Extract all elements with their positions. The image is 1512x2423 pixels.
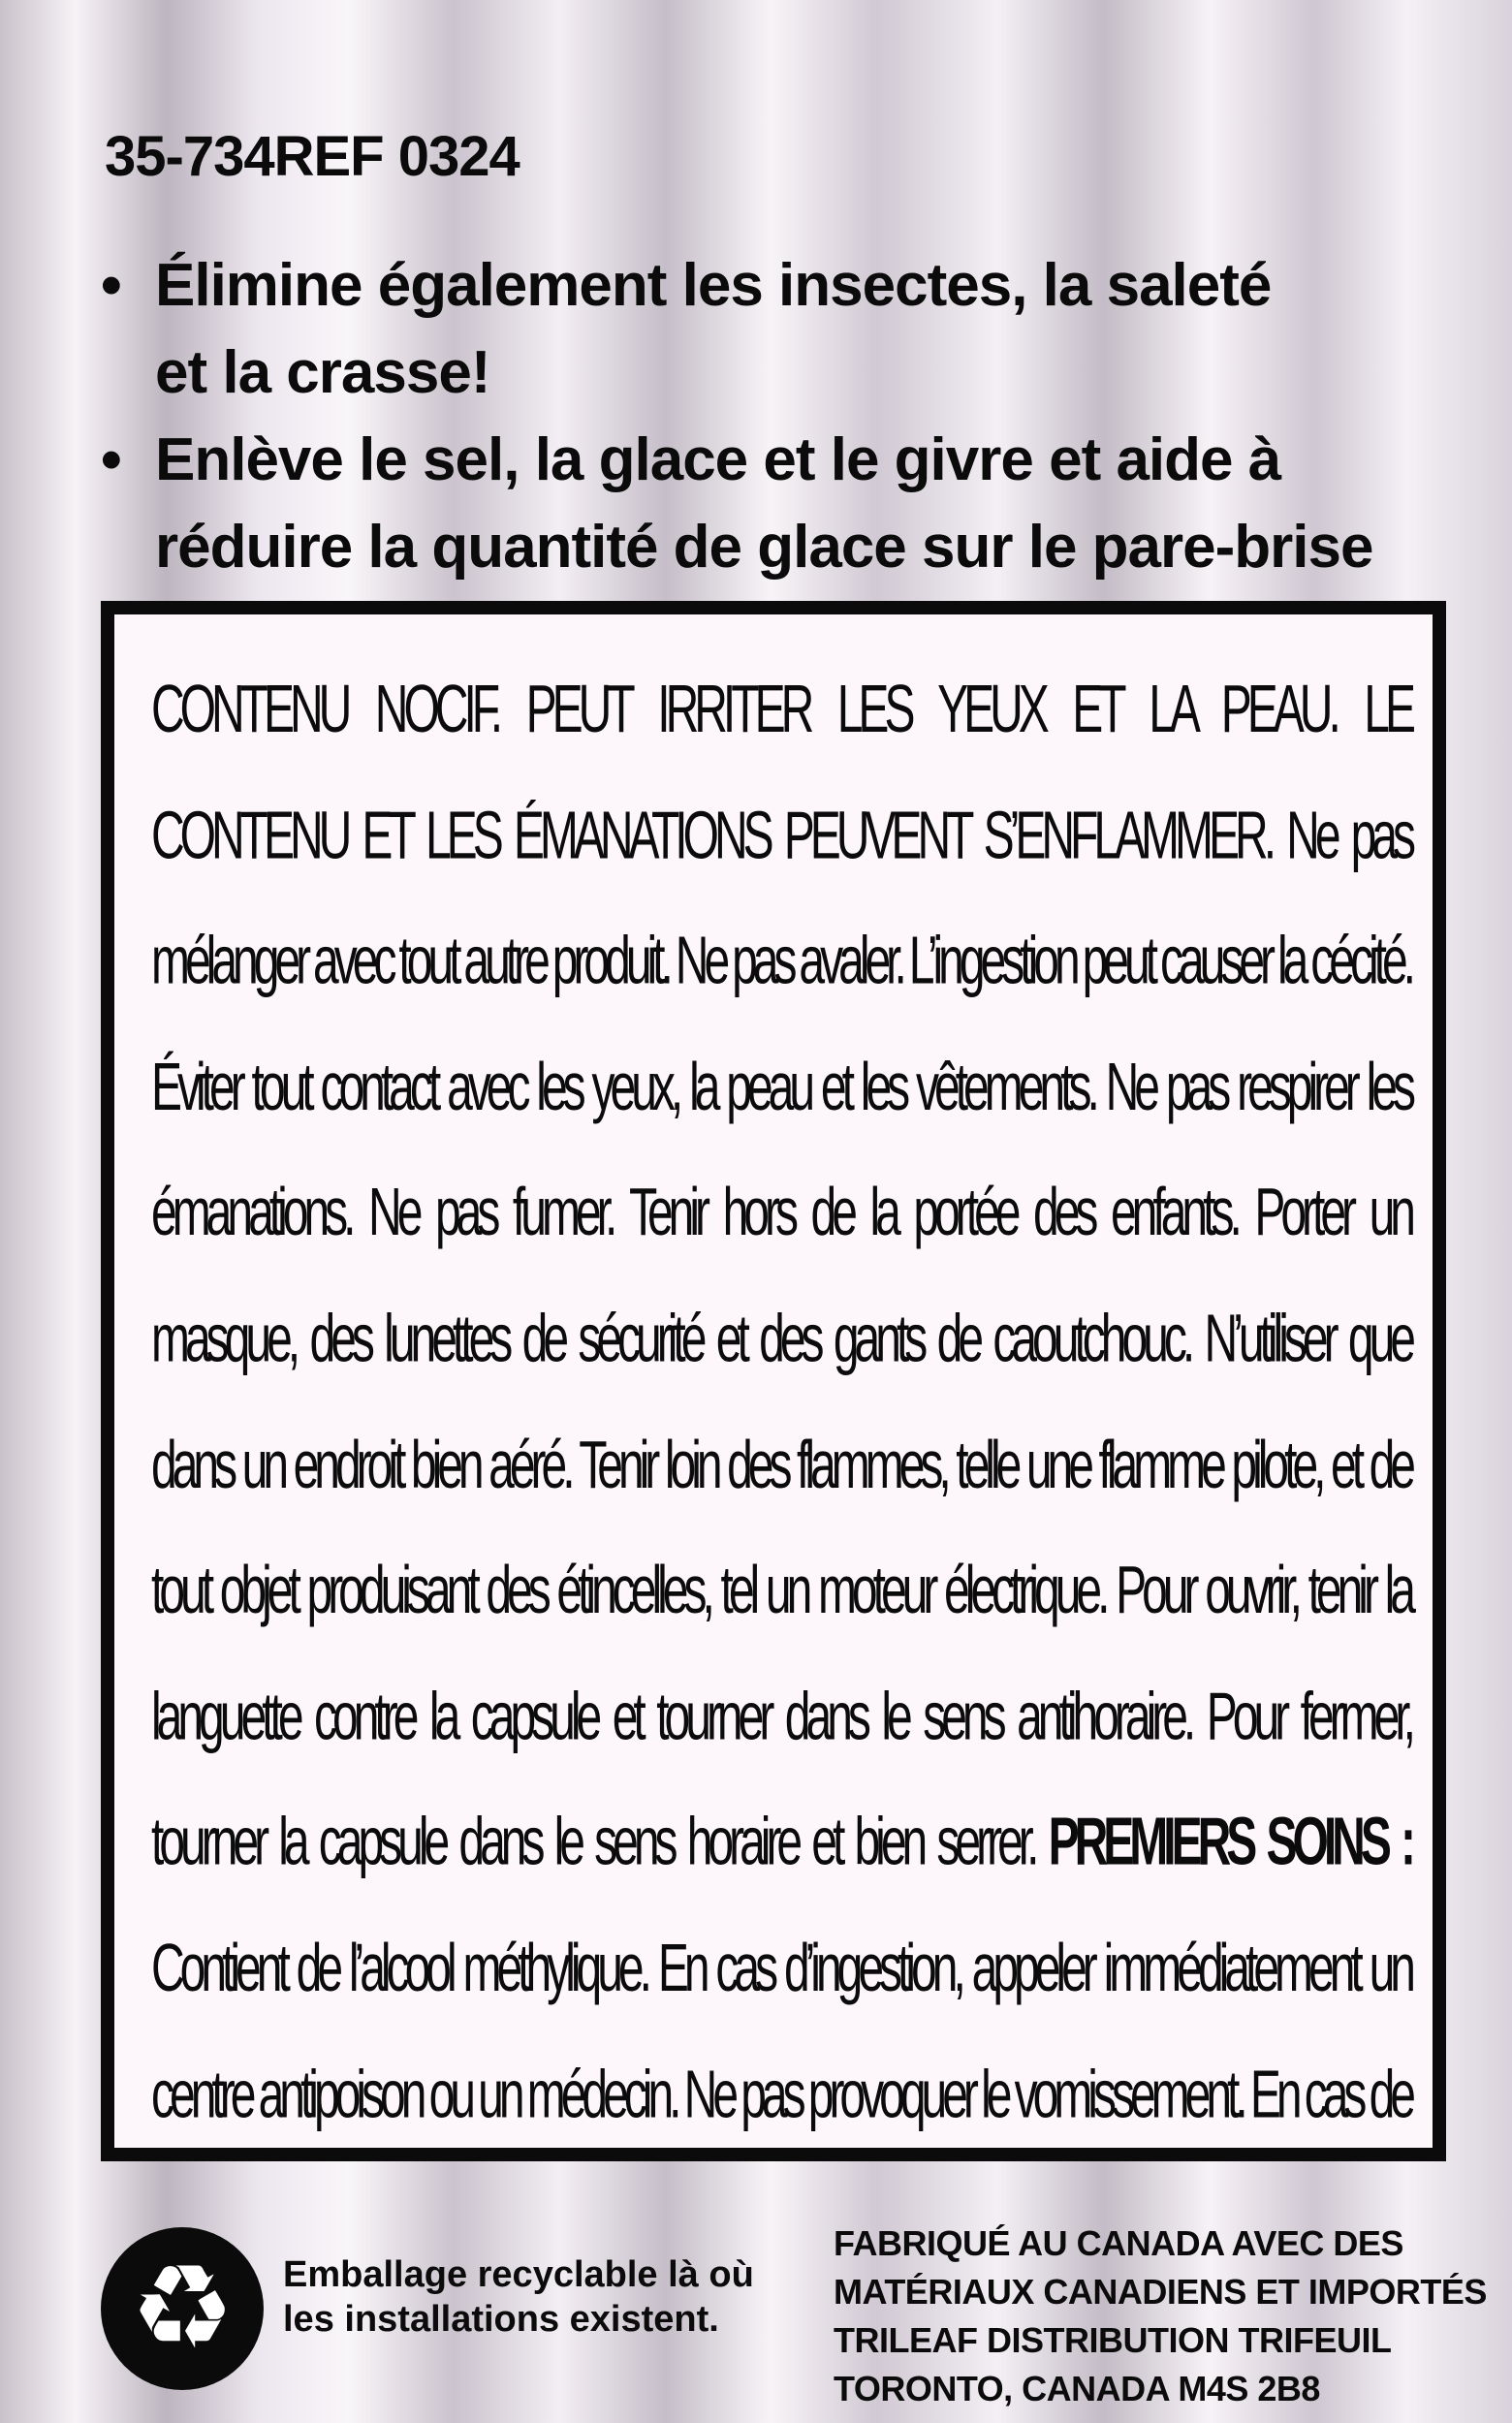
bullet-icon: • bbox=[101, 252, 121, 319]
feature-line: Enlève le sel, la glace et le givre et aide à bbox=[155, 426, 1281, 493]
feature-item bbox=[101, 417, 1458, 591]
feature-line: réduire la quantité de glace sur le pare-brise bbox=[155, 514, 1373, 581]
feature-list bbox=[101, 242, 1458, 591]
recycle-icon: ♻ bbox=[101, 2227, 264, 2390]
product-code: 35-734REF 0324 bbox=[105, 125, 520, 188]
origin-line: FABRIQUÉ AU CANADA AVEC DES bbox=[834, 2223, 1403, 2263]
recycle-line: les installations existent. bbox=[283, 2299, 719, 2340]
feature-text bbox=[155, 417, 1372, 591]
feature-text bbox=[155, 242, 1271, 417]
feature-line: Élimine également les insectes, la saleté bbox=[155, 252, 1272, 319]
distributor-address: TORONTO, CANADA M4S 2B8 bbox=[834, 2369, 1320, 2408]
precautions-text: Ne pas mélanger avec tout autre produit. Ne pas avaler. L’ingestion peut causer la cécité. Éviter tout contact avec les yeux, la peau et les vêtements. Ne pas respirer les émanations. Ne pas fumer. Tenir hors de la portée des enfants. Porter un masque, des lunettes de sécurité et des gants de caoutchouc. N’utiliser que dans un endroit bien aéré. Tenir loin des flammes, telle une flamme pilote, et de tout objet produisant des étincelles, tel un moteur électrique. Pour ouvrir, tenir la languette contre la capsule et tourner dans le sens antihoraire. Pour fermer, tourner la capsule dans le sens horaire et bien serrer. bbox=[151, 799, 1412, 1881]
first-aid-label: PREMIERS SOINS : bbox=[1048, 1806, 1411, 1881]
warning-box bbox=[101, 601, 1446, 2161]
distributor-name: TRILEAF DISTRIBUTION TRIFEUIL bbox=[834, 2320, 1392, 2360]
hazard-statement: CONTENU NOCIF. PEUT IRRITER LES YEUX ET LA PEAU. LE CONTENU ET LES ÉMANATIONS PEUVENT S’ENFLAMMER. bbox=[151, 673, 1411, 873]
origin-line: MATÉRIAUX CANADIENS ET IMPORTÉS bbox=[834, 2272, 1487, 2312]
label-footer bbox=[0, 2210, 1512, 2423]
feature-line: et la crasse! bbox=[155, 339, 490, 406]
feature-item bbox=[101, 242, 1458, 417]
manufacturer-info bbox=[834, 2219, 1487, 2413]
warning-text bbox=[151, 647, 1411, 2161]
recycle-note bbox=[283, 2252, 754, 2342]
first-aid-text: Contient de l’alcool méthylique. En cas d’ingestion, appeler immédiatement un centre antipoison ou un médecin. Ne pas provoquer le vomissement. En cas de bbox=[151, 1932, 1411, 2132]
bullet-icon: • bbox=[101, 426, 121, 493]
recycle-line: Emballage recyclable là où bbox=[283, 2254, 754, 2295]
